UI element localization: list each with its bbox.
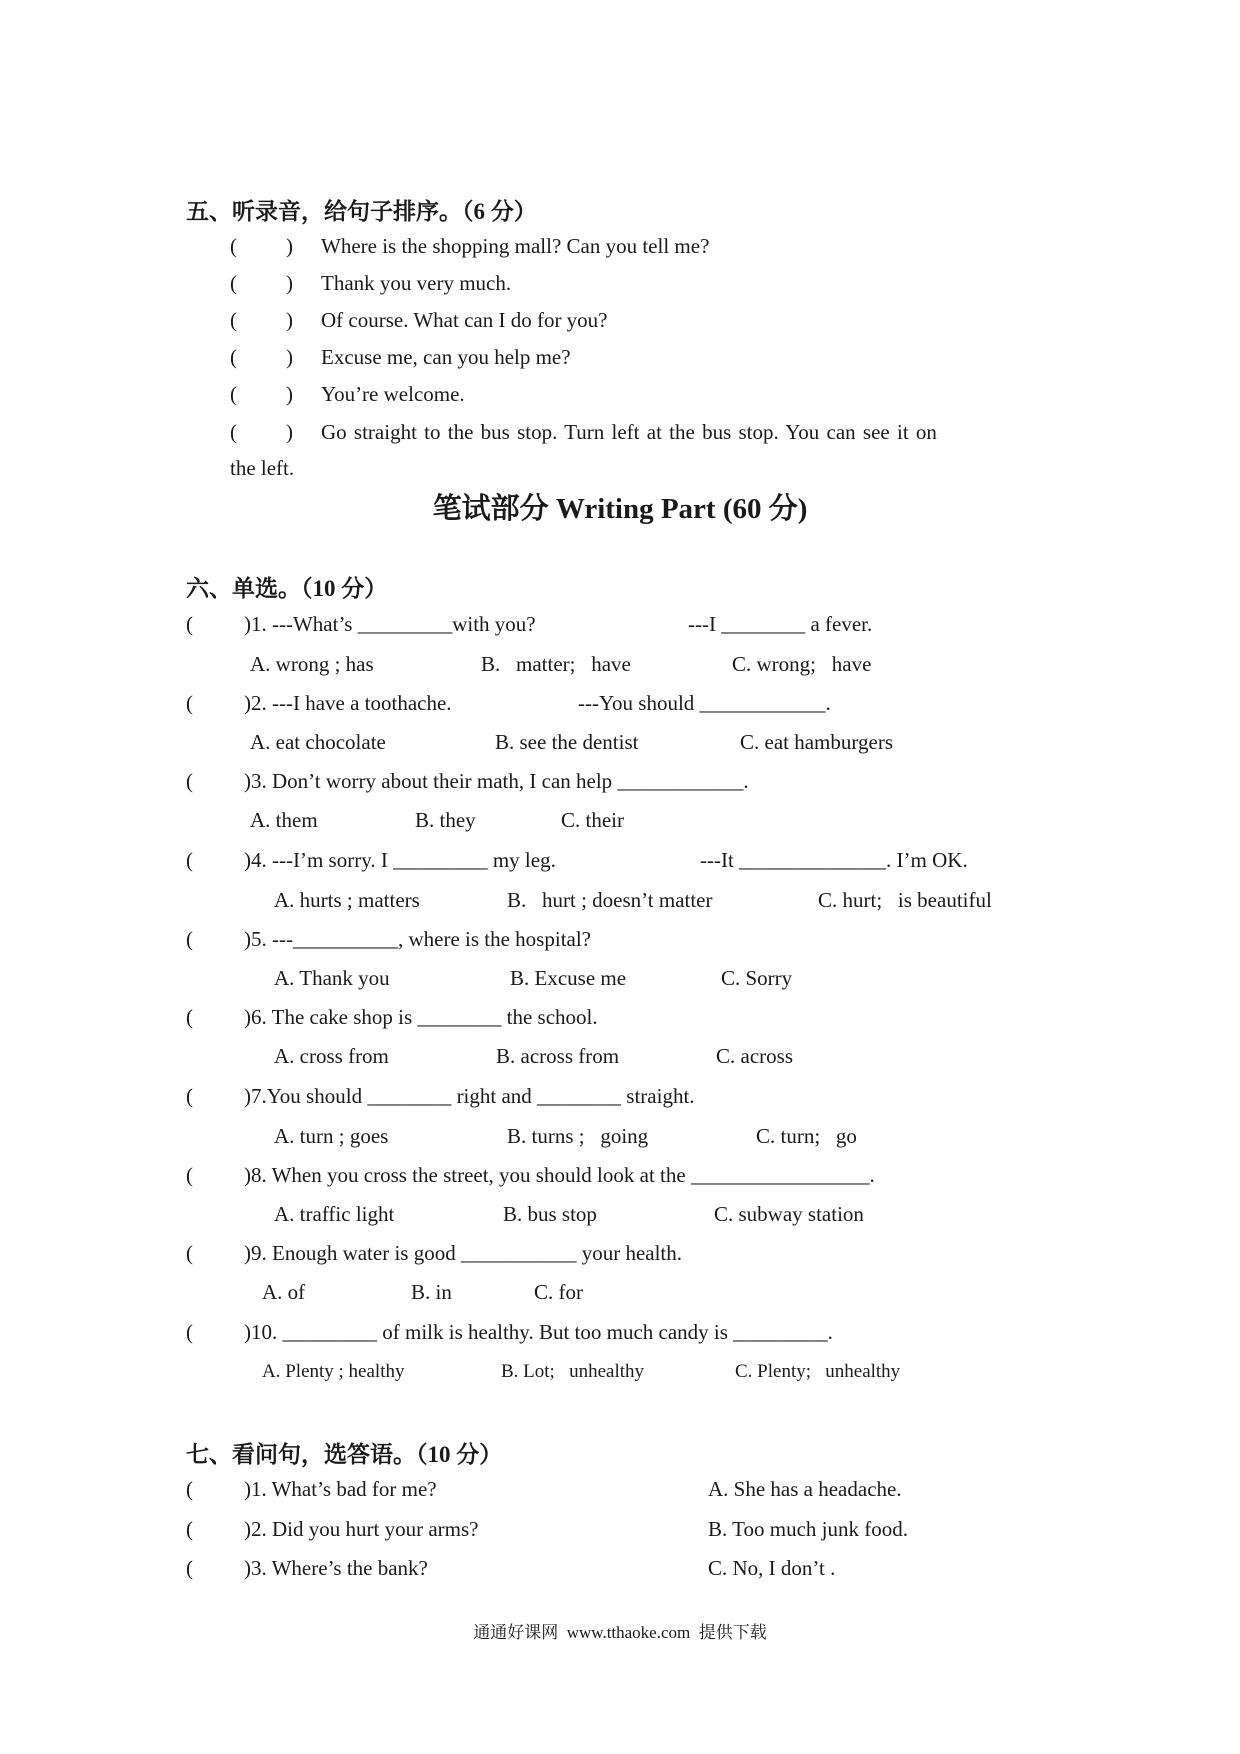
option-b: B. in — [411, 1280, 452, 1304]
answer-paren-open: ( — [186, 927, 193, 951]
option-c: C. across — [716, 1044, 793, 1068]
option-c: C. for — [534, 1280, 583, 1304]
sentence-text: Thank you very much. — [321, 271, 512, 295]
answer-paren-open: ( — [186, 848, 193, 872]
question-text: )3. Don’t worry about their math, I can help ____________. — [244, 769, 749, 793]
option-c: C. hurt; is beautiful — [818, 888, 992, 912]
sentence-continuation: the left. — [230, 456, 295, 480]
answer-paren-open: ( — [186, 1241, 193, 1265]
option-c: C. Sorry — [721, 966, 793, 990]
answer-paren-close: ) — [286, 345, 293, 369]
option-b: B. Lot; unhealthy — [501, 1361, 645, 1382]
question-text: )1. What’s bad for me? — [244, 1477, 437, 1501]
answer-paren-open: ( — [186, 1320, 193, 1344]
answer-paren-open: ( — [186, 1556, 193, 1580]
question-text: )1. ---What’s _________with you? — [244, 612, 536, 636]
question-response: ---I ________ a fever. — [688, 612, 873, 636]
option-a: A. wrong ; has — [250, 652, 374, 676]
option-a: A. eat chocolate — [250, 730, 386, 754]
answer-paren-close: ) — [286, 308, 293, 332]
answer-paren-open: ( — [186, 1517, 193, 1541]
answer-option: C. No, I don’t . — [708, 1556, 836, 1580]
option-c: C. Plenty; unhealthy — [735, 1361, 901, 1382]
answer-option: B. Too much junk food. — [708, 1517, 908, 1541]
answer-option: A. She has a headache. — [708, 1477, 902, 1501]
question-text: )3. Where’s the bank? — [244, 1556, 428, 1580]
option-c: C. turn; go — [756, 1124, 857, 1148]
answer-paren-open: ( — [230, 345, 237, 369]
answer-paren-close: ) — [286, 420, 293, 444]
option-a: A. of — [262, 1280, 306, 1304]
option-b: B. bus stop — [503, 1202, 597, 1226]
answer-paren-open: ( — [186, 691, 193, 715]
question-text: )5. ---__________, where is the hospital? — [244, 927, 592, 951]
sentence-text: Excuse me, can you help me? — [321, 345, 571, 369]
question-response: ---You should ____________. — [578, 691, 831, 715]
option-b: B. across from — [496, 1044, 620, 1068]
question-text: )6. The cake shop is ________ the school. — [244, 1005, 598, 1029]
answer-paren-close: ) — [286, 234, 293, 258]
answer-paren-open: ( — [230, 308, 237, 332]
option-c: C. eat hamburgers — [740, 730, 893, 754]
option-b: B. hurt ; doesn’t matter — [507, 888, 713, 912]
page-footer: 通通好课网 www.tthaoke.com 提供下载 — [473, 1623, 767, 1642]
question-text: )7.You should ________ right and ________ straight. — [244, 1084, 695, 1108]
section-7-title: 七、看问句，选答语。（10 分） — [186, 1442, 503, 1467]
question-text: )4. ---I’m sorry. I _________ my leg. — [244, 848, 556, 872]
option-a: A. Plenty ; healthy — [262, 1361, 405, 1382]
option-a: A. traffic light — [274, 1202, 395, 1226]
answer-paren-open: ( — [230, 271, 237, 295]
section-5-title: 五、听录音，给句子排序。（6 分） — [186, 199, 537, 224]
answer-paren-open: ( — [186, 612, 193, 636]
answer-paren-close: ) — [286, 382, 293, 406]
answer-paren-close: ) — [286, 271, 293, 295]
option-b: B. matter; have — [481, 652, 631, 676]
answer-paren-open: ( — [186, 1084, 193, 1108]
question-text: )8. When you cross the street, you should look at the _________________. — [244, 1163, 875, 1187]
option-b: B. they — [415, 808, 476, 832]
answer-paren-open: ( — [230, 420, 237, 444]
answer-paren-open: ( — [230, 234, 237, 258]
sentence-text: Go straight to the bus stop. Turn left at the bus stop. You can see it on — [321, 420, 937, 444]
answer-paren-open: ( — [186, 1477, 193, 1501]
sentence-text: You’re welcome. — [321, 382, 465, 406]
option-a: A. Thank you — [274, 966, 390, 990]
option-a: A. cross from — [274, 1044, 389, 1068]
question-response: ---It ______________. I’m OK. — [700, 848, 968, 872]
option-c: C. their — [561, 808, 624, 832]
answer-paren-open: ( — [186, 1005, 193, 1029]
question-text: )2. ---I have a toothache. — [244, 691, 452, 715]
option-a: A. hurts ; matters — [274, 888, 420, 912]
option-b: B. see the dentist — [495, 730, 639, 754]
option-b: B. Excuse me — [510, 966, 627, 990]
question-text: )2. Did you hurt your arms? — [244, 1517, 479, 1541]
sentence-text: Where is the shopping mall? Can you tell me? — [321, 234, 710, 258]
question-text: )10. _________ of milk is healthy. But too much candy is _________. — [244, 1320, 833, 1344]
answer-paren-open: ( — [186, 769, 193, 793]
option-c: C. subway station — [714, 1202, 864, 1226]
option-a: A. turn ; goes — [274, 1124, 389, 1148]
writing-part-title: 笔试部分 Writing Part (60 分) — [432, 493, 808, 525]
option-c: C. wrong; have — [732, 652, 872, 676]
option-b: B. turns ; going — [507, 1124, 649, 1148]
answer-paren-open: ( — [186, 1163, 193, 1187]
question-text: )9. Enough water is good ___________ your health. — [244, 1241, 683, 1265]
option-a: A. them — [250, 808, 318, 832]
section-6-title: 六、单选。（10 分） — [186, 576, 388, 601]
sentence-text: Of course. What can I do for you? — [321, 308, 608, 332]
answer-paren-open: ( — [230, 382, 237, 406]
